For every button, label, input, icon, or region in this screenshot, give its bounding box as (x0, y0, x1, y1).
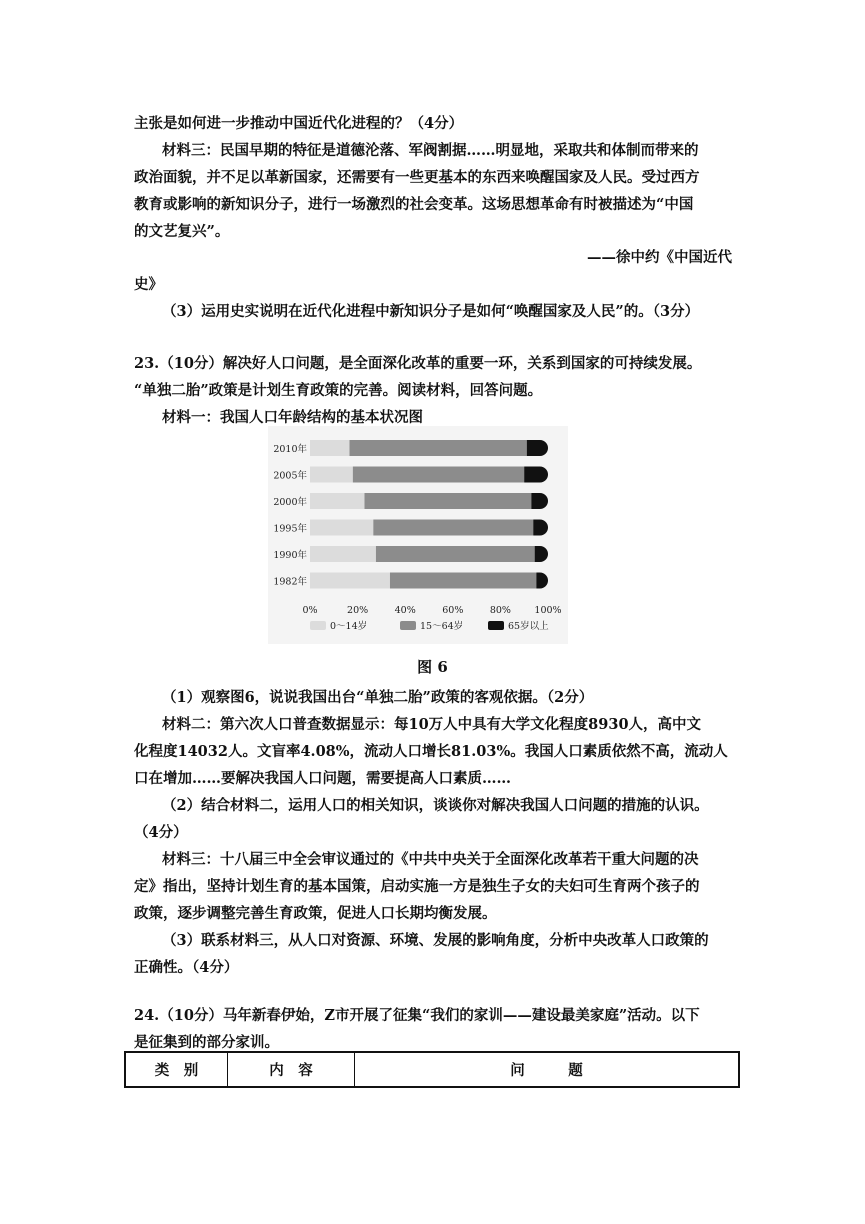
q23-material2-line1: 材料二：第六次人口普查数据显示：每10万人中具有大学文化程度8930人，高中文 (162, 716, 702, 733)
y-tick-label: 1995年 (273, 523, 307, 535)
bar-0～14岁-1995年 (310, 520, 373, 536)
legend-label: 15～64岁 (420, 621, 464, 632)
q23-material2-line3: 口在增加……要解决我国人口问题，需要提高人口素质…… (134, 770, 511, 787)
q23-part2-line2: （4分） (134, 824, 188, 841)
y-tick-label: 2010年 (273, 444, 307, 455)
table-header-content: 内 容 (228, 1053, 355, 1086)
q23-material3-line2: 定》指出，坚持计划生育的基本国策，启动实施一方是独生子女的夫妇可生育两个孩子的 (134, 878, 700, 895)
material3-line4: 的文艺复兴”。 (134, 223, 230, 240)
bar-15～64岁-1982年 (390, 573, 536, 589)
bar-0～14岁-1982年 (310, 573, 390, 589)
bar-15～64岁-2000年 (365, 493, 532, 509)
y-tick-label: 1990年 (273, 550, 307, 561)
q23-material2-line2: 化程度14032人。文盲率4.08%，流动人口增长81.03%。我国人口素质依然不高，流动人 (134, 743, 728, 760)
y-tick-label: 2005年 (273, 470, 307, 482)
q22-tail: 主张是如何进一步推动中国近代化进程的？（4分） (134, 115, 464, 132)
table-header-category: 类 别 (126, 1053, 228, 1086)
material3-line3: 教育或影响的新知识分子，进行一场激烈的社会变革。这场思想革命有时被描述为“中国 (134, 196, 694, 213)
q24-intro-line2: 是征集到的部分家训。 (134, 1034, 279, 1051)
material3-source: ——徐中约《中国近代 (587, 249, 732, 266)
q23-part3-line2: 正确性。（4分） (134, 959, 239, 976)
table-header-question: 问 题 (510, 1062, 583, 1079)
legend-label: 0～14岁 (330, 621, 368, 632)
legend-swatch-15～64岁 (400, 621, 416, 630)
bar-65岁以上-2010年 (527, 440, 548, 456)
material3-line1: 材料三：民国早期的特征是道德沦落、军阀割据……明显地，采取共和体制而带来的 (162, 142, 699, 159)
legend-swatch-65岁以上 (488, 621, 504, 630)
bar-0～14岁-1990年 (310, 546, 376, 562)
q23-part1: （1）观察图6，说说我国出台“单独二胎”政策的客观依据。（2分） (162, 689, 594, 706)
q23-intro-line2: “单独二胎”政策是计划生育政策的完善。阅读材料，回答问题。 (134, 382, 543, 399)
q23-material3-line3: 政策，逐步调整完善生育政策，促进人口长期均衡发展。 (134, 905, 497, 922)
q23-part2-line1: （2）结合材料二，运用人口的相关知识，谈谈你对解决我国人口问题的措施的认识。 (162, 797, 709, 814)
bar-65岁以上-2000年 (531, 493, 548, 509)
x-tick-label: 0% (302, 605, 318, 616)
bar-0～14岁-2005年 (310, 467, 353, 483)
x-tick-label: 100% (534, 605, 562, 616)
x-tick-label: 80% (489, 605, 511, 616)
bar-15～64岁-2010年 (350, 440, 527, 456)
figure-caption: 图 6 (417, 658, 448, 676)
bar-15～64岁-1995年 (373, 520, 533, 536)
x-tick-label: 60% (442, 605, 464, 616)
q23-material1: 材料一：我国人口年龄结构的基本状况图 (162, 409, 423, 426)
q23-part3-line1: （3）联系材料三，从人口对资源、环境、发展的影响角度，分析中央改革人口政策的 (162, 932, 709, 949)
q24-intro-line1: 24.（10分）马年新春伊始，Z市开展了征集“我们的家训——建设最美家庭”活动。以下 (134, 1007, 700, 1024)
legend-swatch-0～14岁 (310, 621, 326, 630)
x-tick-label: 20% (347, 605, 369, 616)
y-tick-label: 1982年 (273, 576, 307, 588)
q23-intro-line1: 23.（10分）解决好人口问题，是全面深化改革的重要一环，关系到国家的可持续发展。 (134, 355, 702, 372)
age-structure-chart (268, 426, 568, 644)
family-rules-table-header (124, 1051, 740, 1088)
material3-line2: 政治面貌，并不足以革新国家，还需要有一些更基本的东西来唤醒国家及人民。受过西方 (134, 169, 700, 186)
material3-source-cont: 史》 (134, 276, 163, 293)
bar-15～64岁-2005年 (353, 467, 524, 483)
q22-part3: （3）运用史实说明在近代化进程中新知识分子是如何“唤醒国家及人民”的。（3分） (162, 303, 700, 320)
bar-0～14岁-2000年 (310, 493, 365, 509)
x-tick-label: 40% (394, 605, 416, 616)
q23-material3-line1: 材料三：十八届三中全会审议通过的《中共中央关于全面深化改革若干重大问题的决 (162, 851, 699, 868)
legend-label: 65岁以上 (508, 621, 549, 632)
bar-0～14岁-2010年 (310, 440, 350, 456)
bar-15～64岁-1990年 (376, 546, 535, 562)
y-tick-label: 2000年 (273, 497, 307, 508)
bar-65岁以上-2005年 (524, 467, 548, 483)
